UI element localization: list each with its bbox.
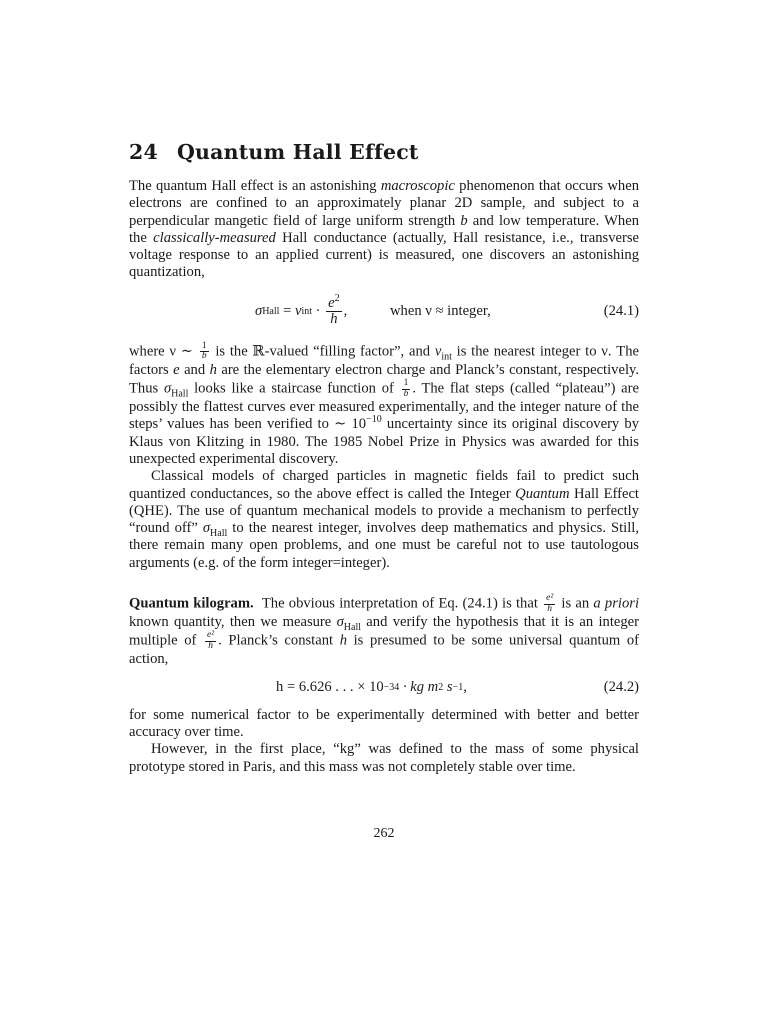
dot: · — [312, 303, 325, 320]
quantum-kilogram-paragraph — [129, 594, 639, 669]
sigma-symbol: σ — [336, 614, 344, 631]
section-title: Quantum Hall Effect — [177, 140, 419, 164]
h-symbol: h — [209, 361, 217, 378]
emphasis: classically-measured — [153, 229, 276, 246]
equals: = — [279, 303, 295, 320]
text: and low temperature. When the — [129, 212, 639, 246]
text: is the nearest integer to ν. The factors — [129, 343, 639, 378]
variable: b — [460, 212, 468, 229]
e-symbol: e — [328, 295, 335, 312]
text: known quantity, then we measure — [129, 614, 337, 631]
subscript: int — [441, 351, 452, 363]
subscript: Hall — [171, 388, 189, 400]
fraction — [402, 379, 411, 399]
subscript: Hall — [210, 528, 228, 540]
intro-paragraph — [129, 178, 639, 282]
spacer — [129, 572, 639, 594]
text: Hall conductance (actually, Hall resistance, i.e., transverse voltage response to an applied current) is measured, one discovers an astonishing quantization, — [129, 229, 639, 281]
section-number: 24 — [129, 140, 158, 164]
text: looks like a staircase function of — [188, 380, 400, 397]
h-symbol: h — [339, 632, 347, 649]
units: s — [443, 679, 453, 696]
nu-symbol: ν — [294, 303, 302, 320]
classical-models-paragraph — [129, 468, 639, 572]
text: is an — [557, 595, 594, 612]
numerator — [326, 293, 341, 312]
text: . The flat steps (called “plateau”) are possibly the flattest curves ever measured experimentally, and the integer nature of the steps’ values has been verified to ∼ 10 — [129, 380, 639, 433]
denominator: b — [201, 351, 207, 362]
denominator: h — [547, 603, 553, 614]
units: · kg m — [399, 679, 439, 696]
emphasis: macroscopic — [380, 178, 455, 194]
equation-number: (24.1) — [603, 303, 639, 320]
page-number: 262 — [373, 826, 395, 841]
equation-body: h = 6.626 . . . × 10 −34 · kg m 2 s −1 , — [276, 679, 467, 696]
text: phenomenon that occurs when electrons are confined to an approximately planar 2D sample, and subject to a perpendicular mangetic field of large uniform strength — [129, 178, 639, 229]
emphasis: Quantum — [515, 485, 570, 502]
comma: , — [343, 303, 348, 320]
text: and verify the hypothesis that it is an integer multiple of — [129, 614, 639, 649]
equation-body: σ Hall = ν int · $\frac{e^2}{h}$ , — [255, 293, 348, 328]
equation-24-1 — [129, 288, 639, 336]
superscript: 2 — [334, 293, 340, 305]
fraction — [326, 293, 341, 328]
planck-value: h = 6.626 . . . × 10 — [276, 679, 384, 696]
run-in-heading: Quantum kilogram. — [129, 595, 254, 612]
sigma-symbol: σ — [202, 520, 211, 537]
text: are the elementary electron charge and Planck’s constant, respectively. Thus — [129, 361, 639, 397]
sigma-symbol: σ — [163, 380, 172, 397]
text: . Planck’s constant — [218, 632, 340, 649]
numerator: 1 — [403, 378, 409, 389]
kg-definition-paragraph: However, in the first place, “kg” was defined to the mass of some physical prototype stored in Paris, and this mass was not completely stable over time. — [129, 741, 639, 775]
fraction — [205, 631, 216, 651]
text: and — [179, 361, 210, 378]
emphasis: a priori — [593, 595, 639, 612]
text: is the ℝ-valued “filling factor”, and — [210, 343, 435, 360]
fraction — [544, 594, 555, 614]
numerator: e² — [207, 630, 215, 641]
comma: , — [463, 679, 467, 696]
e-symbol: e — [173, 361, 180, 378]
numerical-factor-paragraph: for some numerical factor to be experimentally determined with better and better accuracy over time. — [129, 706, 639, 740]
subscript: Hall — [343, 621, 361, 633]
h-symbol: h — [330, 311, 338, 328]
numerator: 1 — [201, 340, 207, 351]
denominator: b — [403, 388, 409, 399]
section-heading — [129, 140, 639, 164]
text: Hall Effect (QHE). The use of quantum mechanical models to provide a mechanism to perfectly “round off” — [129, 485, 639, 537]
sigma-symbol: σ — [255, 303, 263, 320]
numerator: e² — [546, 593, 554, 604]
equation-number: (24.2) — [603, 679, 639, 696]
superscript: −10 — [366, 414, 382, 426]
denominator — [328, 312, 339, 327]
text: to the nearest integer, involves deep mathematics and physics. Still, there remain many open problems, and one must be careful not to use tautologous arguments (e.g. of the form integer=integer). — [129, 520, 639, 571]
filling-factor-paragraph — [129, 342, 639, 468]
fraction — [200, 342, 209, 362]
page-content — [129, 140, 639, 776]
text: uncertainty since its original discovery by Klaus von Klitzing in 1980. The 1985 Nobel Prize in Physics was awarded for this unexpected experimental discovery. — [129, 416, 640, 467]
text: The quantum Hall effect is an astonishing — [129, 178, 381, 194]
nu-symbol: ν — [434, 343, 442, 360]
equation-24-2 — [129, 673, 639, 703]
text: where ν ∼ — [129, 343, 198, 360]
text: The obvious interpretation of Eq. (24.1) is that — [253, 595, 543, 612]
denominator: h — [208, 640, 213, 651]
text: is presumed to be some universal quantum of action, — [129, 632, 639, 668]
text: Classical models of charged particles in magnetic fields fail to predict such quantized conductances, so the above effect is called the Integer — [129, 468, 639, 502]
equation-condition: when ν ≈ integer, — [390, 303, 491, 320]
